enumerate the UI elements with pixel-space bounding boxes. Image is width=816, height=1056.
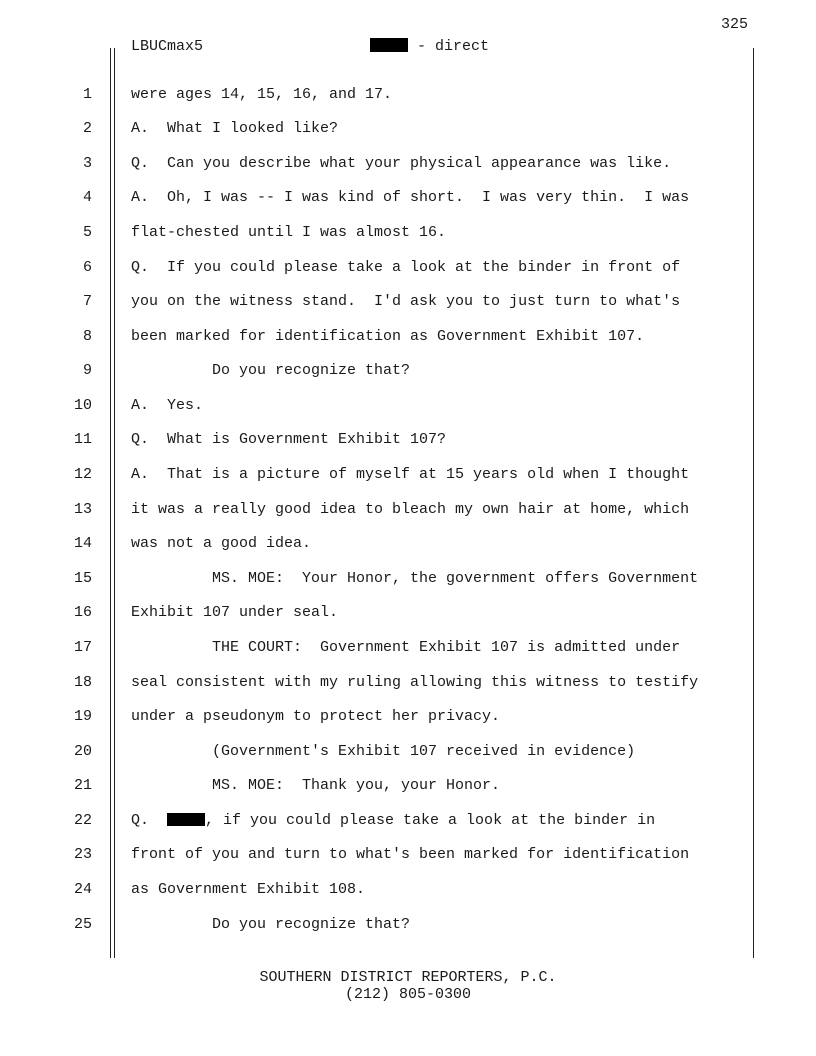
line-text: seal consistent with my ruling allowing this witness to testify [131, 674, 699, 691]
line-text: Q. What is Government Exhibit 107? [131, 431, 447, 448]
footer-reporter-name: SOUTHERN DISTRICT REPORTERS, P.C. [259, 969, 557, 986]
line-number: 3 [82, 155, 92, 172]
line-number: 1 [82, 86, 92, 103]
line-number: 6 [82, 259, 92, 276]
line-text: Do you recognize that? [131, 916, 411, 933]
line-number: 17 [73, 639, 92, 656]
redaction-bar [167, 813, 205, 826]
line-number: 5 [82, 224, 92, 241]
line-text: it was a really good idea to bleach my own hair at home, which [131, 501, 690, 518]
line-text: A. Oh, I was -- I was kind of short. I was very thin. I was [131, 189, 690, 206]
line-text: you on the witness stand. I'd ask you to just turn to what's [131, 293, 681, 310]
line-number: 7 [82, 293, 92, 310]
line-number: 2 [82, 120, 92, 137]
line-text: Exhibit 107 under seal. [131, 604, 339, 621]
line-text-prefix: Q. [131, 812, 168, 829]
line-text: (Government's Exhibit 107 received in evidence) [131, 743, 636, 760]
header-case-id: LBUCmax5 [131, 38, 204, 55]
line-text-suffix: , if you could please take a look at the binder in [205, 812, 656, 829]
line-text: was not a good idea. [131, 535, 312, 552]
line-text: Do you recognize that? [131, 362, 411, 379]
left-margin-rule-inner [114, 48, 115, 958]
line-text: Q. Can you describe what your physical appearance was like. [131, 155, 672, 172]
left-margin-rule-outer [110, 48, 111, 958]
line-text: been marked for identification as Government Exhibit 107. [131, 328, 645, 345]
line-number: 20 [73, 743, 92, 760]
footer-phone: (212) 805-0300 [344, 986, 472, 1003]
redaction-bar [370, 38, 408, 52]
line-number: 4 [82, 189, 92, 206]
line-number: 21 [73, 777, 92, 794]
line-number: 10 [73, 397, 92, 414]
line-number: 18 [73, 674, 92, 691]
line-number: 23 [73, 846, 92, 863]
header-section [370, 38, 489, 55]
line-number: 25 [73, 916, 92, 933]
line-number: 9 [82, 362, 92, 379]
line-text: MS. MOE: Thank you, your Honor. [131, 777, 501, 794]
line-number: 12 [73, 466, 92, 483]
line-text: under a pseudonym to protect her privacy. [131, 708, 501, 725]
line-number: 15 [73, 570, 92, 587]
right-margin-rule [753, 48, 754, 958]
line-text: MS. MOE: Your Honor, the government offers Government [131, 570, 699, 587]
page-number: 325 [720, 16, 748, 33]
line-number: 14 [73, 535, 92, 552]
line-number: 13 [73, 501, 92, 518]
line-text: A. What I looked like? [131, 120, 339, 137]
line-number: 22 [73, 812, 92, 829]
line-text: were ages 14, 15, 16, and 17. [131, 86, 393, 103]
line-number: 11 [73, 431, 92, 448]
header-section-label: - direct [408, 38, 490, 55]
line-text: flat-chested until I was almost 16. [131, 224, 447, 241]
line-number: 24 [73, 881, 92, 898]
line-text [131, 812, 655, 829]
line-number: 19 [73, 708, 92, 725]
line-text: THE COURT: Government Exhibit 107 is admitted under [131, 639, 681, 656]
line-number: 8 [82, 328, 92, 345]
line-text: A. Yes. [131, 397, 204, 414]
line-text: Q. If you could please take a look at the binder in front of [131, 259, 681, 276]
line-text: as Government Exhibit 108. [131, 881, 366, 898]
line-text: A. That is a picture of myself at 15 years old when I thought [131, 466, 690, 483]
line-number: 16 [73, 604, 92, 621]
line-text: front of you and turn to what's been marked for identification [131, 846, 690, 863]
